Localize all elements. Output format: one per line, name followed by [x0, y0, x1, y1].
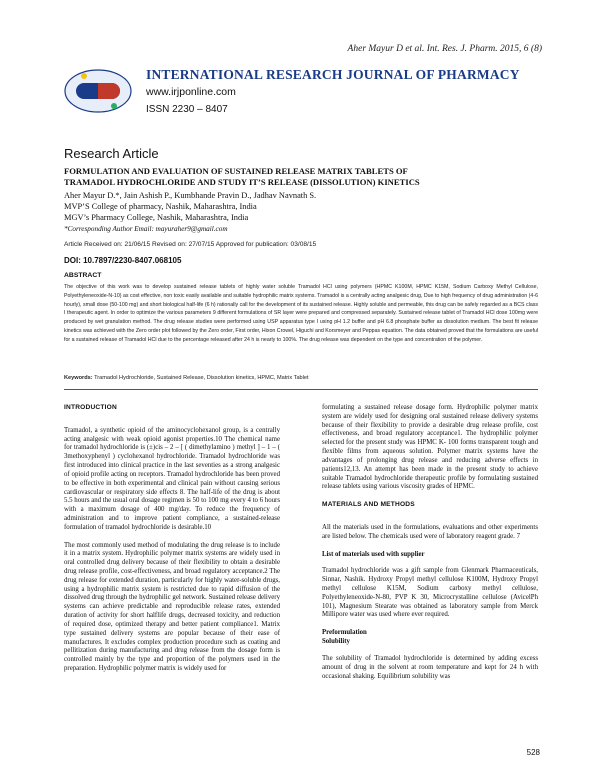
introduction-paragraph-2: The most commonly used method of modulating the drug release is to include it in a matrix system. Hydrophilic polymer matrix systems are widely used in oral controlled drug delivery because of their flexibility to obtain a desirable drug release profile, cost-effectiveness, and broad regulatory acceptance.2 The drug release for extended duration, particularly for highly water-soluble drugs, using a hydrophilic matrix system is restricted due to rapid diffusion of the dissolved drug through the hydrophilic gel network. Sustained release delivery systems can achieve predictable and reproducible release rates, extended duration of activity for short halflife drugs, decreased toxicity, and reduction of required dose, optimized therapy and better patient compliance1. Matrix type sustained delivery systems are popular because of their ease of manufactures. It excludes complex production procedure such as coating and pellitization during manufacturing and drug release from the dosage form is controlled mainly by the type and proportion of the polymers used in the preparation. Hydrophilic polymer matrix is widely used for — [64, 541, 280, 672]
paper-title-line-1: FORMULATION AND EVALUATION OF SUSTAINED RELEASE MATRIX TABLETS OF — [64, 166, 408, 176]
section-divider — [64, 389, 538, 390]
irjp-logo-icon — [62, 66, 134, 116]
abstract-heading: ABSTRACT — [64, 272, 102, 279]
author-block — [64, 190, 534, 235]
introduction-paragraph-3: formulating a sustained release dosage form. Hydrophilic polymer matrix system are widely used for designing oral sustained release delivery systems because of their flexibility to provide a desirable drug release profile, cost effectiveness, and broad regulatory acceptance1. The hydrophilic polymer selected for the present study was HPMC K- 100 forms transparent tough and flexible films from aqueous solution. Polymer matrix systems have the advantages of prolonging drug release and reducing adverse effects in patients12,13. An attempt has been made in the present study to achieve suitable Tramadol hydrochloride therapeutic profile by formulating sustained release tablets using various viscosity grades of HPMC. — [322, 404, 538, 491]
article-dates: Article Received on: 21/06/15 Revised on: 27/07/15 Approved for publication: 03/08/15 — [64, 241, 317, 248]
journal-title: INTERNATIONAL RESEARCH JOURNAL OF PHARMACY — [146, 67, 520, 82]
doi[interactable]: DOI: 10.7897/2230-8407.068105 — [64, 256, 182, 265]
journal-url[interactable]: www.irjponline.com — [146, 86, 236, 98]
corresponding-author: *Corresponding Author Email: mayuraher9@gmail.com — [64, 224, 228, 233]
article-type: Research Article — [64, 146, 159, 161]
paper-title — [64, 166, 534, 188]
keywords-label: Keywords: — [64, 375, 93, 381]
materials-heading: List of materials used with supplier — [322, 550, 425, 558]
introduction-heading: INTRODUCTION — [64, 404, 117, 411]
left-column — [64, 404, 280, 683]
methods-heading: MATERIALS AND METHODS — [322, 501, 415, 509]
keywords-list: Tramadol Hydrochloride, Sustained Release, Dissolution kinetics, HPMC, Matrix Tablet — [94, 375, 309, 381]
keywords — [64, 375, 538, 381]
affiliation-2: MGV’s Pharmacy College, Nashik, Maharashtra, India — [64, 213, 249, 223]
paper-title-line-2: TRAMADOL HYDROCHLORIDE AND STUDY IT’S RELEASE (DISSOLUTION) KINETICS — [64, 177, 420, 187]
preformulation-heading: Preformulation — [322, 629, 367, 637]
methods-paragraph: All the materials used in the formulations, evaluations and other experiments are listed below. The chemicals used were of laboratory reagent grade. 7 — [322, 523, 538, 540]
right-column — [322, 404, 538, 690]
abstract-text: The objective of this work was to develop sustained release tablets of highly water soluble Tramadol HCl using polymers (HPMC K100M, HPMC K15M, Sodium Carboxy Methyl Cellulose, Polyethyleneoxide-N-10) as cost effective, non toxic easily available and suitable hydrophilic matrix systems. Tramadol is a centrally acting analgesic drug, Due to high frequency of drug administration (4-6 hourly), small dose (50-100 mg) and short biological half-life (6 h) rationally call for the development of its sustained release. Highly soluble and permeable, this drug can be safely regarded as a BCS class I therapeutic agent. In order to optimize the various parameters 9 different formulations of SR layer were prepared and compressed separately. Sustained release tablet of Tramadol HCl dose 100mg were produced by wet granulation method. The drug release studies were performed using USP apparatus type I using pH 1.2 buffer and pH 6.8 phosphate buffer as dissolution medium. The best fit release kinetics was achieved with the Zero order plot followed by the Zero order, First order, Hixon Crowel, Higuchi and Korsmeyer and Peppas equation. The data obtained proved that the formulations are useful for a sustained release of Tramadol HCl due to the percentage released after 24 h is nearly to 100%. The drug release was dependent on the type and concentration of the polymer. — [64, 284, 538, 343]
solubility-paragraph: The solubility of Tramadol hydrochloride is determined by adding excess amount of drug in the solvent at room temperature and kept for 24 h with occasional shaking. Equilibrium solubility was — [322, 654, 538, 680]
journal-issn: ISSN 2230 – 8407 — [146, 104, 228, 115]
affiliation-1: MVP’S College of pharmacy, Nashik, Maharashtra, India — [64, 202, 257, 212]
running-head: Aher Mayur D et al. Int. Res. J. Pharm. 2015, 6 (8) — [347, 44, 542, 54]
authors: Aher Mayur D.*, Jain Ashish P., Kumbhande Pravin D., Jadhav Navnath S. — [64, 191, 317, 200]
solubility-heading: Solubility — [322, 638, 350, 646]
page-number: 528 — [526, 748, 540, 757]
materials-paragraph: Tramadol hydrochloride was a gift sample from Glenmark Pharmaceuticals, Sinnar, Nashik. Hydroxy Propyl methyl cellulose K100M, Hydroxy Propyl methyl cellulose K15M, Sodium carboxy methyl cellulose, Polyethyleneoxide-N-80, PVP K 30, Microcrystalline cellulose (AvicelPh 101), Magnesium Stearate was obtained as laboratory sample from Merck Millipore water was used where ever required. — [322, 567, 538, 619]
introduction-paragraph-1: Tramadol, a synthetic opioid of the aminocyclohexanol group, is a centrally acting analgesic with weak opioid agonist properties.10 The chemical name for tramadol hydrochloride is (±)cis – 2 – [ ( dimethylamino ) methyl ] – 1 – ( 3methoxyphenyl ) cyclohexanol hydrochloride. Tramadol hydrochloride was first introduced into clinical practice in the last seventies as a strong analgesic of opioid profile acting on receptors. Tramadol hydrochloride has been proved to be effective in both experimental and clinical pain without causing serious cardiovascular or respiratory side effects 8. The half-life of the drug is about 5.5 hours and the usual oral dosage regimen is 50 to 100 mg every 4 to 6 hours with a maximum dosage of 400 mg/day. To reduce the frequency of administration and to improve patient compliance, a sustained-release formulation of tramadol hydrochloride is desirable.10 — [64, 426, 280, 531]
